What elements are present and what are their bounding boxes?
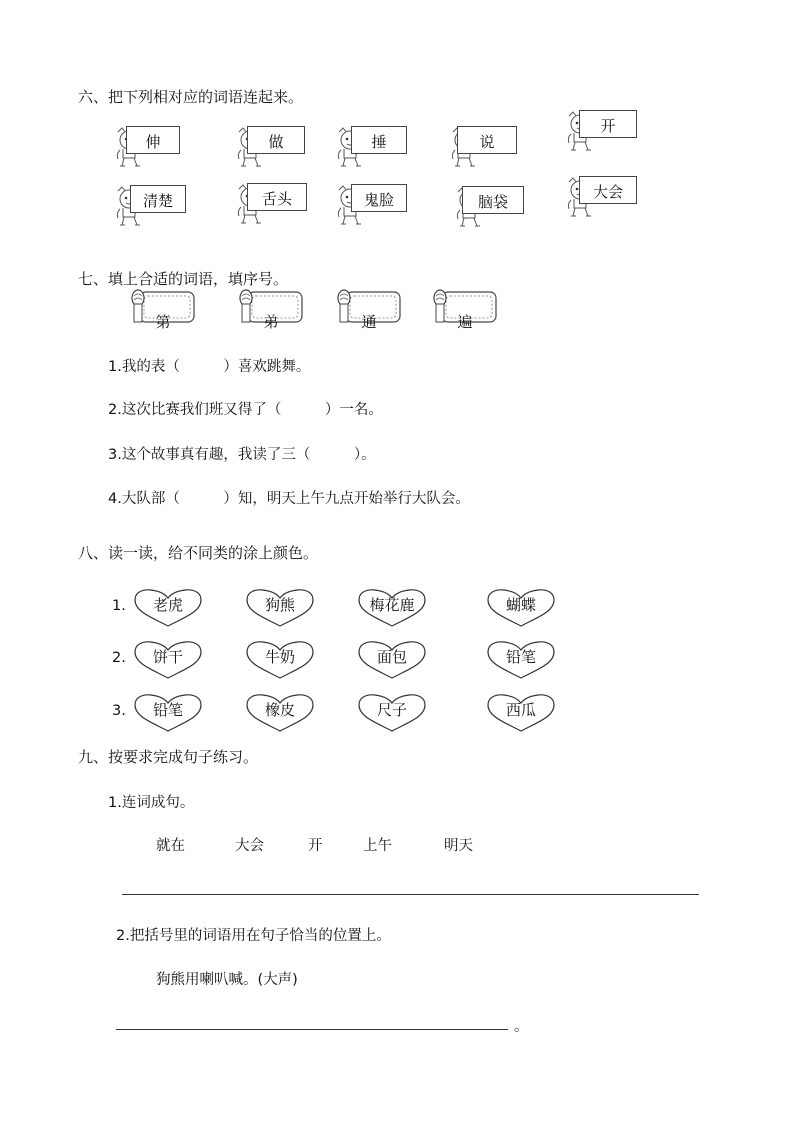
word-jiuzai: 就在 — [156, 838, 185, 854]
bottom-word-card-3[interactable] — [452, 186, 542, 228]
word-box — [457, 126, 517, 154]
heart-item[interactable] — [486, 693, 556, 733]
question-1: 1.我的表（ ）喜欢跳舞。 — [108, 359, 311, 375]
section-seven-title: 七、填上合适的词语，填序号。 — [78, 270, 289, 288]
question-3: 3.这个故事真有趣，我读了三（ ）。 — [108, 447, 376, 463]
question-4: 4.大队部（ ）知，明天上午九点开始举行大队会。 — [108, 491, 470, 507]
heart-word: 牛奶 — [264, 648, 295, 666]
word-mingtian: 明天 — [444, 838, 473, 854]
word-shangwu: 上午 — [363, 838, 392, 854]
heart-item[interactable] — [357, 693, 427, 733]
top-word-card-2[interactable] — [333, 126, 423, 168]
heart-word: 橡皮 — [264, 701, 295, 719]
sentence-text: 狗熊用喇叭喊。(大声) — [156, 972, 298, 988]
heart-item[interactable] — [486, 640, 556, 680]
section-six-title: 六、把下列相对应的词语连起来。 — [78, 88, 304, 106]
word-kai: 开 — [308, 838, 323, 854]
word-text: 大会 — [592, 183, 623, 201]
question-2: 2.这次比赛我们班又得了（ ）一名。 — [108, 402, 383, 418]
word-text: 做 — [268, 133, 284, 151]
end-period: 。 — [514, 1019, 529, 1035]
heart-item[interactable] — [245, 640, 315, 680]
word-box — [126, 126, 180, 154]
subquestion-1: 1.连词成句。 — [108, 795, 195, 811]
heart-item[interactable] — [133, 693, 203, 733]
word-text: 说 — [479, 133, 495, 151]
word-text: 开 — [600, 117, 616, 135]
option-label: 弟 — [263, 313, 279, 331]
answer-line-1[interactable] — [122, 894, 699, 895]
top-word-card-4[interactable] — [563, 110, 653, 152]
word-dahui: 大会 — [235, 838, 264, 854]
heart-item[interactable] — [133, 640, 203, 680]
word-box — [351, 126, 407, 154]
heart-item[interactable] — [245, 693, 315, 733]
word-box — [247, 183, 307, 211]
heart-word: 尺子 — [376, 701, 407, 719]
top-word-card-0[interactable] — [112, 126, 202, 168]
option-scroll-0 — [128, 286, 198, 330]
heart-item[interactable] — [486, 588, 556, 628]
heart-item[interactable] — [357, 640, 427, 680]
word-text: 伸 — [145, 133, 161, 151]
word-text: 鬼脸 — [363, 191, 394, 209]
top-word-card-1[interactable] — [233, 126, 323, 168]
heart-item[interactable] — [133, 588, 203, 628]
row-number: 2. — [112, 650, 126, 666]
heart-word: 饼干 — [152, 648, 183, 666]
heart-word: 狗熊 — [264, 596, 295, 614]
heart-word: 面包 — [376, 648, 407, 666]
word-box — [351, 184, 407, 212]
word-text: 捶 — [371, 133, 387, 151]
answer-line-2[interactable] — [116, 1029, 508, 1030]
word-text: 舌头 — [261, 190, 292, 208]
bottom-word-card-0[interactable] — [112, 185, 202, 227]
word-text: 脑袋 — [477, 193, 508, 211]
option-label: 第 — [155, 313, 171, 331]
word-text: 清楚 — [142, 192, 173, 210]
option-label: 通 — [361, 313, 377, 331]
heart-item[interactable] — [245, 588, 315, 628]
row-number: 1. — [112, 598, 126, 614]
word-box — [579, 110, 637, 138]
word-box — [462, 186, 524, 214]
section-nine-title: 九、按要求完成句子练习。 — [78, 748, 259, 766]
bottom-word-card-1[interactable] — [233, 183, 323, 225]
heart-word: 西瓜 — [505, 701, 536, 719]
bottom-word-card-4[interactable] — [563, 176, 653, 218]
section-eight-title: 八、读一读，给不同类的涂上颜色。 — [78, 544, 319, 562]
heart-word: 老虎 — [152, 596, 183, 614]
subquestion-2: 2.把括号里的词语用在句子恰当的位置上。 — [116, 928, 391, 944]
row-number: 3. — [112, 703, 126, 719]
heart-word: 铅笔 — [505, 648, 536, 666]
top-word-card-3[interactable] — [447, 126, 537, 168]
word-box — [130, 185, 186, 213]
option-scroll-1 — [236, 286, 306, 330]
heart-word: 蝴蝶 — [505, 596, 536, 614]
heart-word: 铅笔 — [152, 701, 183, 719]
option-scroll-2 — [334, 286, 404, 330]
heart-item[interactable] — [357, 588, 427, 628]
heart-word: 梅花鹿 — [369, 596, 415, 614]
bottom-word-card-2[interactable] — [333, 184, 423, 226]
option-label: 遍 — [457, 313, 473, 331]
word-box — [579, 176, 637, 204]
word-box — [247, 126, 305, 154]
option-scroll-3 — [430, 286, 500, 330]
